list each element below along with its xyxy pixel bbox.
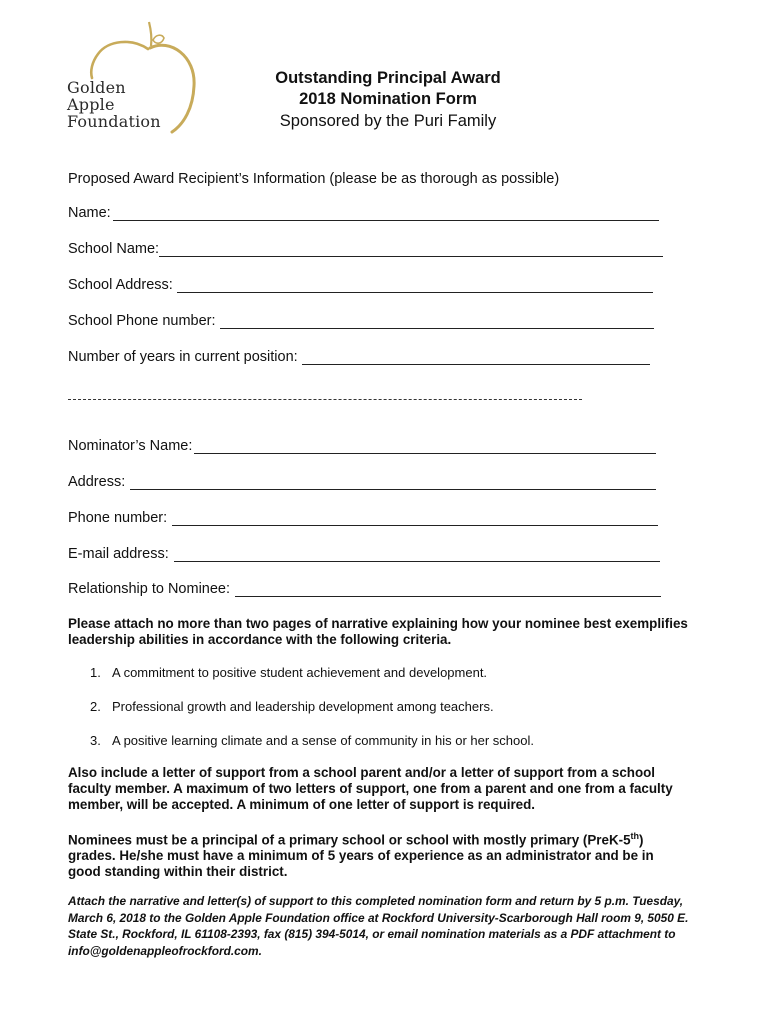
- field-label: Name:: [68, 205, 111, 221]
- form-title: 2018 Nomination Form: [299, 90, 477, 108]
- criteria-number: 1.: [90, 665, 101, 680]
- criteria-item: [90, 665, 690, 680]
- submission-instructions: Attach the narrative and letter(s) of support to this completed nomination form and return by 5 p.m. Tuesday, March 6, 2018 to the Golden Apple Foundation office at Rockford University-Scarborough Hall room 9, 5050 E. State St., Rockford, IL 61108-2393, fax (815) 394-5014, or email nomination materials as a PDF attachment to info@goldenappleofrockford.com.: [68, 894, 689, 958]
- nominator-email-field[interactable]: [68, 546, 660, 562]
- school-name-field[interactable]: [68, 241, 663, 257]
- logo-wordmark: [67, 79, 177, 130]
- criteria-number: 3.: [90, 733, 101, 748]
- criteria-number: 2.: [90, 699, 101, 714]
- criteria-text: A commitment to positive student achievement and development.: [112, 665, 488, 680]
- golden-apple-logo: [52, 16, 202, 138]
- logo-line-apple: Apple: [67, 95, 115, 114]
- award-title: Outstanding Principal Award: [275, 69, 501, 87]
- nominator-phone-input-line[interactable]: [172, 510, 658, 526]
- criteria-item: [90, 733, 690, 748]
- criteria-text: Professional growth and leadership development among teachers.: [112, 699, 494, 714]
- name-input-line[interactable]: [113, 205, 659, 221]
- field-label: Number of years in current position:: [68, 349, 298, 365]
- years-in-position-input-line[interactable]: [302, 349, 650, 365]
- narrative-instructions: Please attach no more than two pages of narrative explaining how your nominee best exemplifies leadership abilities in accordance with the following criteria.: [68, 616, 688, 647]
- field-label: Nominator’s Name:: [68, 438, 193, 454]
- field-label: School Name:: [68, 241, 160, 257]
- nominator-phone-field[interactable]: [68, 510, 658, 526]
- field-label: School Address:: [68, 277, 173, 293]
- field-label: Phone number:: [68, 510, 168, 526]
- relationship-field[interactable]: [68, 581, 661, 597]
- school-name-input-line[interactable]: [159, 241, 663, 257]
- nominator-email-input-line[interactable]: [174, 546, 660, 562]
- support-letter-requirements: Also include a letter of support from a school parent and/or a letter of support from a school faculty member. A maximum of two letters of support, one from a parent and one from a faculty member, will be accepted. A minimum of one letter of support is required.: [68, 765, 673, 812]
- eligibility-text-part1: Nominees must be a principal of a primary school or school with mostly primary (PreK-5: [68, 832, 631, 848]
- recipient-section-heading: Proposed Award Recipient’s Information (please be as thorough as possible): [68, 171, 560, 187]
- eligibility-superscript: th: [630, 831, 640, 841]
- sponsor-line: Sponsored by the Puri Family: [279, 112, 497, 130]
- nominator-address-field[interactable]: [68, 474, 656, 490]
- field-label: School Phone number:: [68, 313, 216, 329]
- criteria-item: [90, 699, 690, 714]
- logo-line-golden: Golden: [67, 78, 126, 97]
- school-address-field[interactable]: [68, 277, 653, 293]
- nominator-address-input-line[interactable]: [130, 474, 656, 490]
- field-label: E-mail address:: [68, 546, 169, 562]
- years-in-position-field[interactable]: [68, 349, 650, 365]
- name-field[interactable]: [68, 205, 659, 221]
- field-label: Address:: [68, 474, 126, 490]
- nominator-name-field[interactable]: [68, 438, 656, 454]
- nominator-name-input-line[interactable]: [194, 438, 656, 454]
- school-phone-field[interactable]: [68, 313, 654, 329]
- criteria-text: A positive learning climate and a sense of community in his or her school.: [112, 733, 534, 748]
- logo-line-foundation: Foundation: [67, 112, 161, 131]
- school-address-input-line[interactable]: [177, 277, 653, 293]
- field-label: Relationship to Nominee:: [68, 581, 231, 597]
- relationship-input-line[interactable]: [235, 581, 661, 597]
- eligibility-requirements: [68, 828, 688, 880]
- school-phone-input-line[interactable]: [220, 313, 654, 329]
- form-header: [268, 68, 508, 133]
- eligibility-text-part2: ) grades. He/she must have a minimum of 5 years of experience as an administrator and be in good standing within their district.: [68, 832, 654, 880]
- section-divider: [68, 399, 582, 400]
